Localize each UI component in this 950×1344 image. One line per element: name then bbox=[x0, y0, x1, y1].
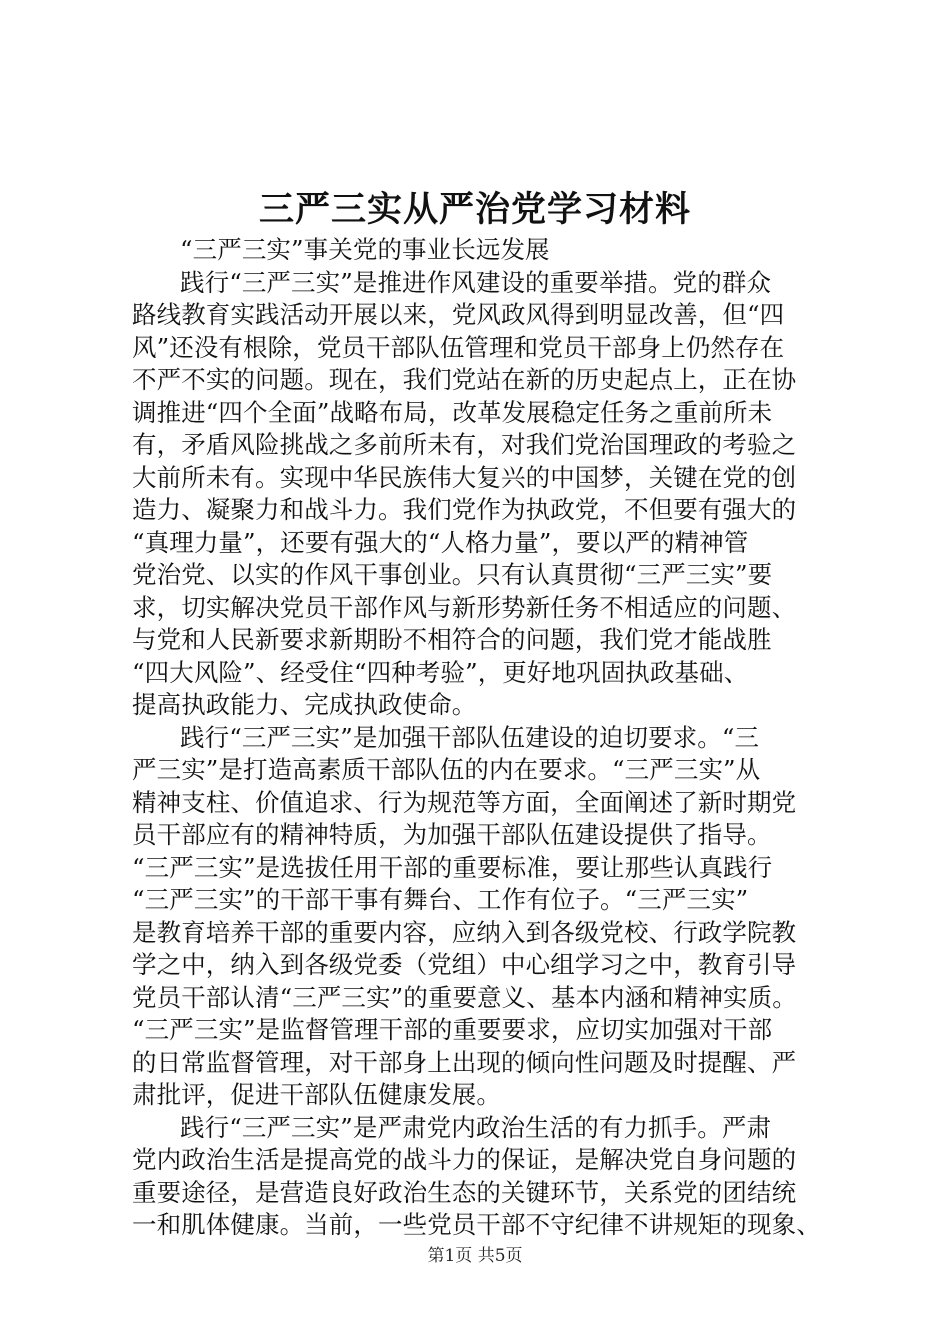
text-line: “真理力量”，还要有强大的“人格力量”，要以严的精神管 bbox=[132, 527, 749, 557]
text-line: “四大风险”、经受住“四种考验”，更好地巩固执政基础、 bbox=[132, 657, 749, 687]
text-line: 提高执政能力、完成执政使命。 bbox=[132, 690, 477, 719]
text-line: 造力、凝聚力和战斗力。我们党作为执政党，不但要有强大的 bbox=[132, 495, 797, 524]
text-line: 践行“三严三实”是加强干部队伍建设的迫切要求。“三 bbox=[180, 722, 760, 752]
text-line: 党治党、以实的作风干事创业。只有认真贯彻“三严三实”要 bbox=[132, 560, 773, 589]
document-title: 三严三实从严治党学习材料 bbox=[258, 189, 691, 230]
text-line: 员干部应有的精神特质，为加强干部队伍建设提供了指导。 bbox=[132, 820, 772, 849]
section-subtitle: “三严三实”事关党的事业长远发展 bbox=[180, 235, 550, 264]
text-line: 肃批评，促进干部队伍健康发展。 bbox=[132, 1080, 501, 1109]
text-line: 党内政治生活是提高党的战斗力的保证，是解决党自身问题的 bbox=[132, 1145, 797, 1174]
text-line: 精神支柱、价值追求、行为规范等方面，全面阐述了新时期党 bbox=[132, 787, 797, 817]
text-line: 党员干部认清“三严三实”的重要意义、基本内涵和精神实质。 bbox=[132, 982, 797, 1012]
document-body bbox=[132, 234, 826, 1242]
text-line: 风”还没有根除，党员干部队伍管理和党员干部身上仍然存在 bbox=[132, 332, 785, 362]
text-line: 调推进“四个全面”战略布局，改革发展稳定任务之重前所未 bbox=[132, 397, 773, 427]
text-line: 严三实”是打造高素质干部队伍的内在要求。“三严三实”从 bbox=[132, 755, 761, 784]
page-number-footer: 第1页 共5页 bbox=[427, 1246, 523, 1266]
text-line: 不严不实的问题。现在，我们党站在新的历史起点上，正在协 bbox=[132, 365, 797, 394]
text-line: 一和肌体健康。当前，一些党员干部不守纪律不讲规矩的现象、 bbox=[132, 1210, 821, 1239]
text-line: “三严三实”是选拔任用干部的重要标准，要让那些认真践行 bbox=[132, 852, 773, 882]
text-line: “三严三实”的干部干事有舞台、工作有位子。“三严三实” bbox=[132, 885, 749, 914]
text-line: 与党和人民新要求新期盼不相符合的问题，我们党才能战胜 bbox=[132, 625, 772, 654]
text-line: 求，切实解决党员干部作风与新形势新任务不相适应的问题、 bbox=[132, 592, 797, 622]
text-line: 学之中，纳入到各级党委（党组）中心组学习之中，教育引导 bbox=[132, 950, 797, 979]
text-line: 重要途径，是营造良好政治生态的关键环节，关系党的团结统 bbox=[132, 1177, 797, 1207]
text-line: 是教育培养干部的重要内容，应纳入到各级党校、行政学院教 bbox=[132, 917, 797, 947]
text-line: 践行“三严三实”是推进作风建设的重要举措。党的群众 bbox=[180, 267, 772, 297]
text-line: 践行“三严三实”是严肃党内政治生活的有力抓手。严肃 bbox=[180, 1112, 772, 1142]
text-line: 有，矛盾风险挑战之多前所未有，对我们党治国理政的考验之 bbox=[132, 430, 797, 459]
text-line: 路线教育实践活动开展以来，党风政风得到明显改善，但“四 bbox=[132, 300, 785, 329]
text-line: “三严三实”是监督管理干部的重要要求，应切实加强对干部 bbox=[132, 1015, 773, 1044]
text-line: 的日常监督管理，对干部身上出现的倾向性问题及时提醒、严 bbox=[132, 1047, 797, 1077]
text-line: 大前所未有。实现中华民族伟大复兴的中国梦，关键在党的创 bbox=[132, 462, 797, 492]
